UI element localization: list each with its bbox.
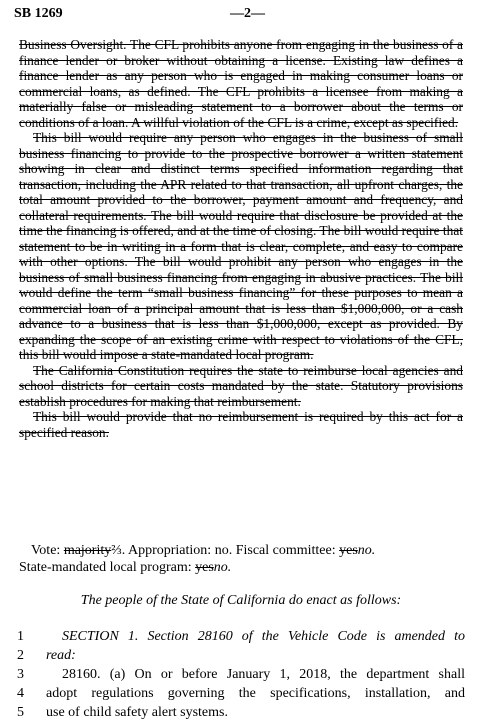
local-new: no. bbox=[213, 560, 232, 575]
legislative-digest bbox=[19, 37, 463, 440]
vote-line bbox=[19, 542, 469, 559]
line-number: 5 bbox=[17, 705, 24, 720]
fiscal-new: no. bbox=[357, 543, 376, 558]
local-label: State-mandated local program: bbox=[19, 560, 192, 575]
bill-line-text: use of child safety alert systems. bbox=[46, 705, 228, 720]
line-number: 3 bbox=[17, 667, 24, 682]
bill-line bbox=[19, 646, 465, 665]
bill-line bbox=[19, 703, 465, 722]
bill-line-text: read: bbox=[46, 648, 76, 663]
fiscal-label: Fiscal committee: bbox=[235, 543, 336, 558]
fiscal-struck: yes bbox=[339, 543, 358, 558]
bill-line bbox=[19, 627, 465, 646]
bill-line-text: adopt regulations governing the specifications, installation, and bbox=[46, 686, 465, 701]
vote-struck: majority bbox=[63, 543, 112, 558]
line-number: 1 bbox=[17, 629, 24, 644]
bill-line bbox=[19, 684, 465, 703]
vote-label: Vote: bbox=[31, 543, 61, 558]
bill-text bbox=[19, 627, 465, 722]
enacting-clause: The people of the State of California do enact as follows: bbox=[80, 593, 402, 608]
bill-line-text: SECTION 1. Section 28160 of the Vehicle Code is amended to bbox=[62, 629, 465, 644]
bill-line-text: 28160. (a) On or before January 1, 2018, the department shall bbox=[62, 667, 465, 682]
line-number: 4 bbox=[17, 686, 24, 701]
line-number: 2 bbox=[17, 648, 24, 663]
bill-number: SB 1269 bbox=[14, 6, 63, 21]
digest-paragraph-4: This bill would provide that no reimbursement is required by this act for a specified reason. bbox=[19, 409, 463, 440]
bill-line bbox=[19, 665, 465, 684]
local-struck: yes bbox=[195, 560, 214, 575]
local-program-line bbox=[19, 559, 469, 576]
page-number: —2— bbox=[230, 6, 265, 21]
digest-paragraph-1: Business Oversight. The CFL prohibits anyone from engaging in the business of a finance lender or broker without obtaining a license. Existing law defines a finance lender as any person who is engaged in making consumer loans or commercial loans, as defined. The CFL prohibits a licensee from making a materially false or misleading statement to a borrower about the terms or conditions of a loan. A willful violation of the CFL is a crime, except as specified. bbox=[19, 37, 463, 130]
digest-paragraph-2: This bill would require any person who engages in the business of small business financing to provide to the prospective borrower a written statement showing in clear and distinct terms specified information regarding that transaction, including the APR related to that transaction, all upfront charges, the total amount provided to the borrower, payment amount and frequency, and collateral requirements. The bill would require that disclosure be provided at the time the financing is offered, and at the time of closing. The bill would require that statement to be in writing in a form that is clear, complete, and easy to compare with other options. The bill would prohibit any person who engages in the business of small business financing from engaging in abusive practices. The bill would define the term “small business financing” for these purposes to mean a commercial loan of a principal amount that is less than $1,000,000, or a cash advance to a business that is less than $1,000,000, except as provided. By expanding the scope of an existing crime with respect to violations of the CFL, this bill would impose a state-mandated local program. bbox=[19, 130, 463, 362]
appropriation: Appropriation: no. bbox=[127, 543, 233, 558]
digest-paragraph-3: The California Constitution requires the state to reimburse local agencies and school districts for certain costs mandated by the state. Statutory provisions establish procedures for making that reimbursement. bbox=[19, 362, 463, 409]
vote-block bbox=[19, 542, 469, 576]
page-header bbox=[14, 6, 465, 26]
vote-new: ⅔. bbox=[111, 543, 126, 558]
